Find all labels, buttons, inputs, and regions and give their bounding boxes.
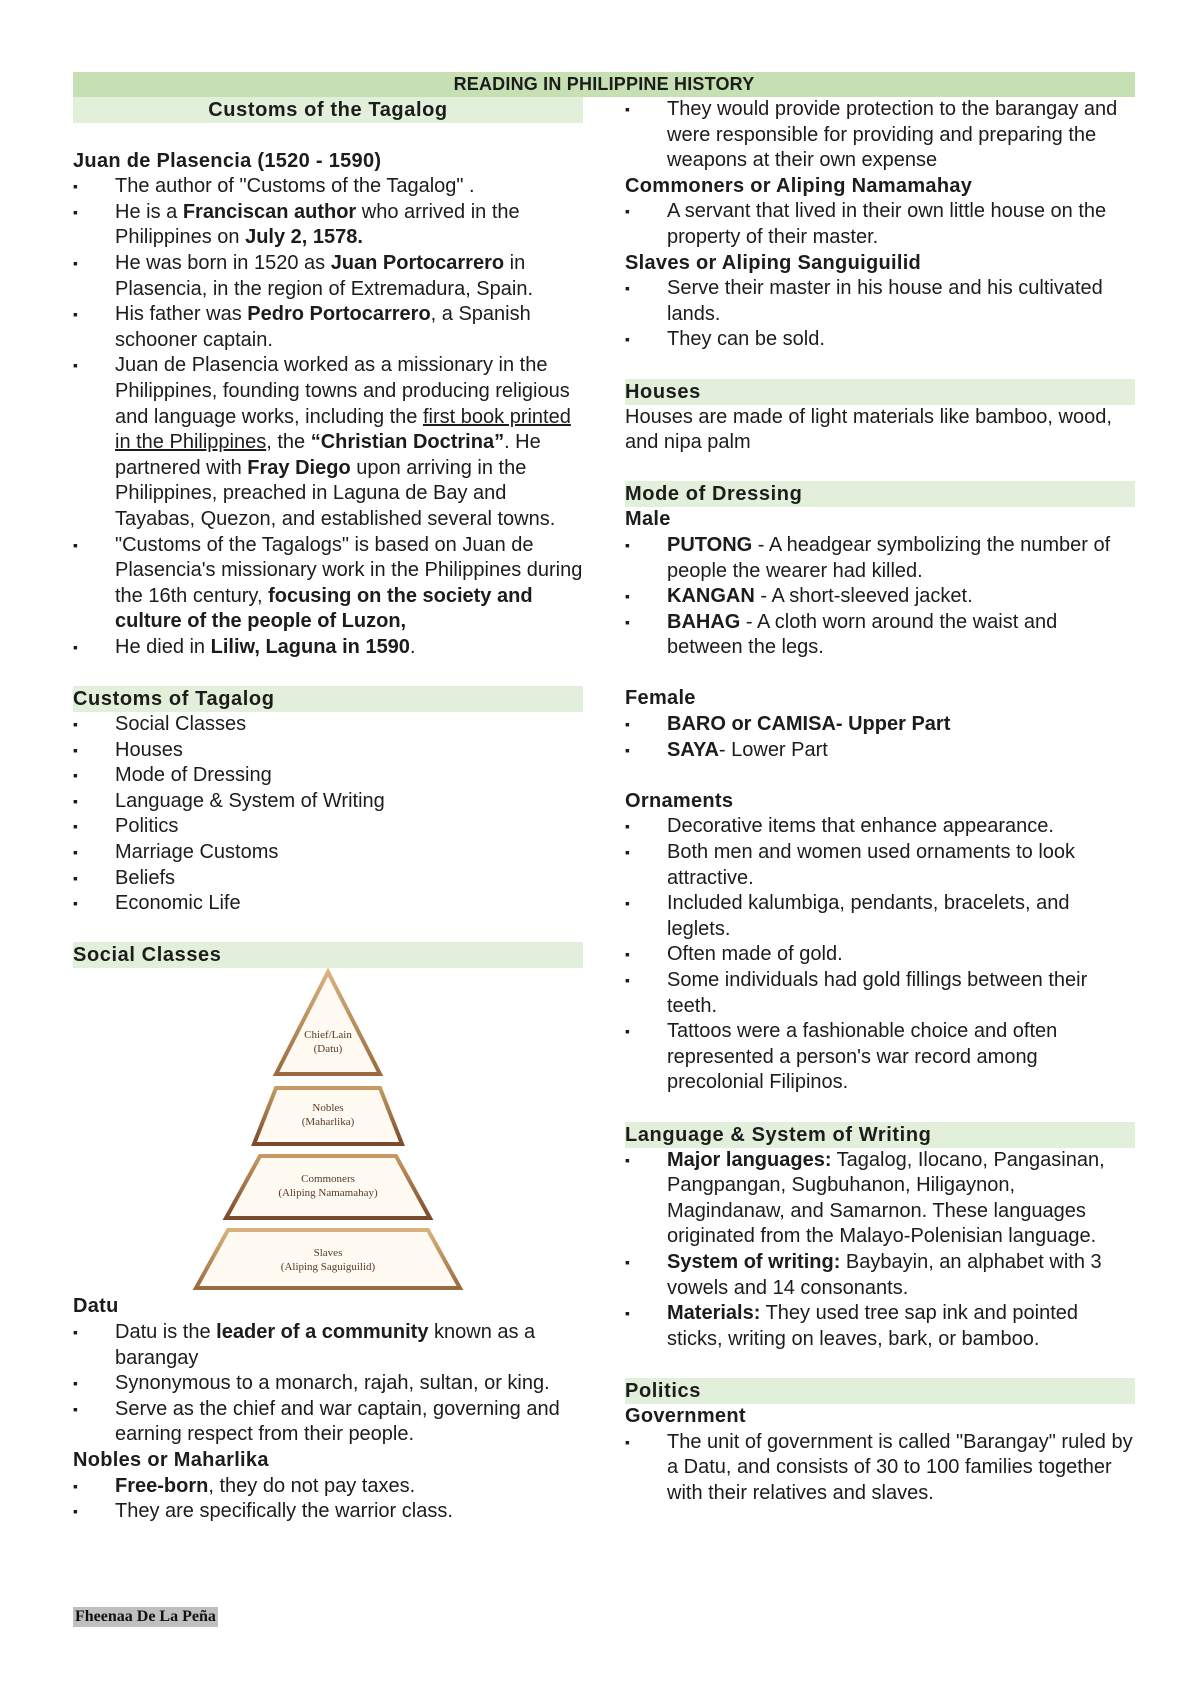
pyramid-tier2-line1: Nobles (312, 1102, 344, 1115)
list-item: ▪ "Customs of the Tagalogs" is based on Juan de Plasencia's missionary work in the Philippines during the 16th century, focusing on the society and culture of the people of Luzon, (73, 533, 583, 635)
document-title-banner: READING IN PHILIPPINE HISTORY (73, 72, 1135, 97)
houses-text: Houses are made of light materials like bamboo, wood, and nipa palm (625, 405, 1112, 454)
government-bullets (625, 1430, 1135, 1507)
politics-heading: Politics (625, 1378, 1135, 1404)
author-heading: Juan de Plasencia (1520 - 1590) (73, 149, 382, 172)
list-item: ▪ SAYA- Lower Part (625, 738, 1135, 764)
female-items (625, 712, 1135, 763)
list-item: ▪ Free-born, they do not pay taxes. (73, 1474, 583, 1500)
nobles-bullets (73, 1474, 583, 1525)
customs-heading: Customs of Tagalog (73, 686, 583, 712)
ornaments-bullets (625, 814, 1135, 1096)
list-item: ▪ Social Classes (73, 712, 583, 738)
list-item: ▪ System of writing: Baybayin, an alphabet with 3 vowels and 14 consonants. (625, 1250, 1135, 1301)
list-item: ▪ He died in Liliw, Laguna in 1590. (73, 635, 583, 661)
list-item: ▪ Both men and women used ornaments to look attractive. (625, 840, 1135, 891)
list-item: ▪ The unit of government is called "Barangay" ruled by a Datu, and consists of 30 to 100 families together with their relatives and slaves. (625, 1430, 1135, 1507)
pyramid-tier1-line2: (Datu) (313, 1043, 343, 1056)
list-item: ▪ His father was Pedro Portocarrero, a Spanish schooner captain. (73, 302, 583, 353)
list-item: ▪ Synonymous to a monarch, rajah, sultan, or king. (73, 1371, 583, 1397)
list-item: ▪ Included kalumbiga, pendants, bracelets, and leglets. (625, 891, 1135, 942)
list-item: ▪ Serve their master in his house and his cultivated lands. (625, 276, 1135, 327)
datu-bullets (73, 1320, 583, 1448)
nobles-heading: Nobles or Maharlika (73, 1448, 269, 1471)
pyramid-tier-datu (276, 972, 380, 1074)
list-item: ▪ They are specifically the warrior class. (73, 1499, 583, 1525)
list-item: ▪ BAHAG - A cloth worn around the waist and between the legs. (625, 610, 1135, 661)
commoners-bullets (625, 199, 1135, 250)
slaves-heading: Slaves or Aliping Sanguiguilid (625, 251, 922, 274)
right-column (625, 97, 1135, 1506)
nobles-continued-bullets (625, 97, 1135, 174)
ornaments-heading: Ornaments (625, 789, 734, 812)
list-item: ▪ Juan de Plasencia worked as a missionary in the Philippines, founding towns and producing religious and language works, including the first book printed in the Philippines, the “Christian Doctrina”. He partnered with Fray Diego upon arriving in the Philippines, preached in Laguna de Bay and Tayabas, Quezon, and established several towns. (73, 353, 583, 532)
list-item: ▪ Datu is the leader of a community known as a barangay (73, 1320, 583, 1371)
list-item: ▪ Major languages: Tagalog, Ilocano, Pangasinan, Pangpangan, Sugbuhanon, Hiligaynon, Magindanaw, and Samarnon. These languages originated from the Malayo-Polenisian language. (625, 1148, 1135, 1250)
author-bullets (73, 174, 583, 660)
government-heading: Government (625, 1404, 746, 1427)
datu-heading: Datu (73, 1295, 119, 1318)
pyramid-tier-slaves (196, 1230, 460, 1288)
list-item: ▪ Beliefs (73, 866, 583, 892)
list-item: ▪ Materials: They used tree sap ink and pointed sticks, writing on leaves, bark, or bamboo. (625, 1301, 1135, 1352)
social-pyramid-figure (178, 968, 478, 1294)
list-item: ▪ Some individuals had gold fillings between their teeth. (625, 968, 1135, 1019)
language-items (625, 1148, 1135, 1353)
pyramid-tier4-line1: Slaves (313, 1247, 343, 1260)
list-item: ▪ Often made of gold. (625, 942, 1135, 968)
list-item: ▪ A servant that lived in their own little house on the property of their master. (625, 199, 1135, 250)
list-item: ▪ Language & System of Writing (73, 789, 583, 815)
list-item: ▪ Tattoos were a fashionable choice and often represented a person's war record among precolonial Filipinos. (625, 1019, 1135, 1096)
list-item: ▪ Mode of Dressing (73, 763, 583, 789)
social-classes-heading: Social Classes (73, 942, 583, 968)
first-book-underline: first book printed in the Philippines (115, 405, 571, 454)
list-item: ▪ Economic Life (73, 891, 583, 917)
language-heading: Language & System of Writing (625, 1122, 1135, 1148)
list-item: ▪ PUTONG - A headgear symbolizing the number of people the wearer had killed. (625, 533, 1135, 584)
pyramid-tier2-line2: (Maharlika) (301, 1116, 355, 1129)
list-item: ▪ BARO or CAMISA- Upper Part (625, 712, 1135, 738)
male-heading: Male (625, 508, 671, 531)
list-item: ▪ They would provide protection to the barangay and were responsible for providing and preparing the weapons at their own expense (625, 97, 1135, 174)
list-item: ▪ The author of "Customs of the Tagalog" . (73, 174, 583, 200)
pyramid-tier1-line1: Chief/Lain (304, 1029, 352, 1042)
commoners-heading: Commoners or Aliping Namamahay (625, 174, 973, 197)
dressing-heading: Mode of Dressing (625, 481, 1135, 507)
customs-list (73, 712, 583, 917)
section-title: Customs of the Tagalog (73, 97, 583, 123)
list-item: ▪ Marriage Customs (73, 840, 583, 866)
list-item: ▪ He was born in 1520 as Juan Portocarrero in Plasencia, in the region of Extremadura, Spain. (73, 251, 583, 302)
left-column (73, 97, 583, 1525)
author-footer: Fheenaa De La Peña (75, 1608, 216, 1625)
list-item: ▪ Politics (73, 814, 583, 840)
slaves-bullets (625, 276, 1135, 353)
list-item: ▪ KANGAN - A short-sleeved jacket. (625, 584, 1135, 610)
list-item: ▪ Serve as the chief and war captain, governing and earning respect from their people. (73, 1397, 583, 1448)
pyramid-tier3-line2: (Aliping Namamahay) (278, 1187, 378, 1200)
list-item: ▪ Decorative items that enhance appearance. (625, 814, 1135, 840)
male-items (625, 533, 1135, 661)
pyramid-tier4-line2: (Aliping Saguiguilid) (280, 1261, 376, 1274)
houses-heading: Houses (625, 379, 1135, 405)
pyramid-tier3-line1: Commoners (301, 1173, 355, 1186)
page (73, 72, 1135, 1523)
list-item: ▪ Houses (73, 738, 583, 764)
female-heading: Female (625, 687, 696, 710)
list-item: ▪ They can be sold. (625, 327, 1135, 353)
list-item: ▪ He is a Franciscan author who arrived in the Philippines on July 2, 1578. (73, 200, 583, 251)
